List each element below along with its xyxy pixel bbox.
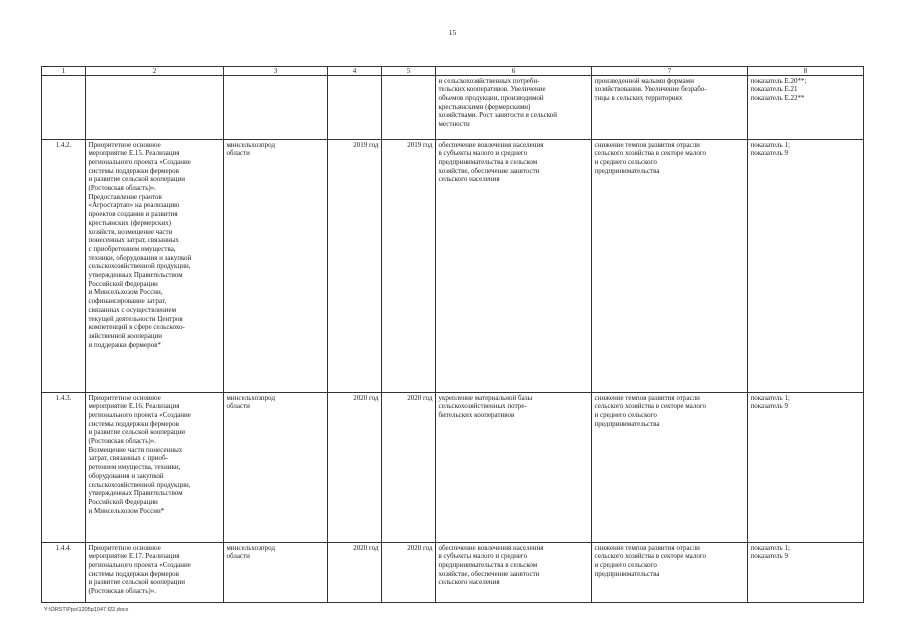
expected-result [436,76,592,140]
expected-result-line: объемов продукции, производимой [438,93,544,102]
table-row [42,76,864,140]
executor-line: минсельхозпрод [226,543,276,552]
non-implementation-consequences-line: предпринимательства [594,419,660,428]
measure-title-line: системы поддержки фермеров [88,166,179,175]
measure-title-line: мероприятие Е.17. Реализация [88,552,180,561]
expected-result-line: в субъекты малого и среднего [438,552,528,561]
column-number: 6 [436,67,592,76]
column-number: 2 [86,67,224,76]
column-number-row [42,67,864,76]
related-indicators-line: показатель 1; [750,393,790,402]
measure-title-line: системы поддержки фермеров [88,569,179,578]
expected-result [436,543,592,603]
end-year: 2020 год [382,393,436,543]
related-indicators-line: показатель 9 [750,552,788,561]
measure-title-line: мероприятие Е.15. Реализация [88,149,180,158]
expected-result-line: хозяйствами. Рост занятости в сельской [438,111,558,120]
expected-result-line: обеспечение вовлечения населения [438,140,544,149]
start-year: 2020 год [328,393,382,543]
measure-title-line: с приобретением имущества, [88,244,176,253]
column-number: 1 [42,67,86,76]
measure-title-line: (Ростовская область)». [88,184,156,193]
table-row [42,393,864,543]
expected-result-line: предпринимательства в сельском [438,157,538,166]
measure-title-line: регионального проекта «Создание [88,560,191,569]
related-indicators-line: показатель 1; [750,543,790,552]
non-implementation-consequences-line: снижение темпов развития отрасли [594,140,700,149]
expected-result-line: местности [438,120,470,129]
executor [224,140,328,393]
measure-title-line: (Ростовская область)». [88,587,156,596]
measure-title-line: и Минсельхозом России* [88,506,165,515]
measure-title [86,393,224,543]
measure-title-line: и поддержки фермеров* [88,340,161,349]
related-indicators [748,393,864,543]
column-number: 3 [224,67,328,76]
end-year: 2020 год [382,543,436,603]
executor-line: области [226,402,250,411]
expected-result-line: предпринимательства в сельском [438,560,538,569]
executor [224,76,328,140]
expected-result-line: тельских кооперативов. Увеличение [438,85,546,94]
measure-title-line: связанных с осуществлением [88,305,177,314]
executor [224,393,328,543]
measure-title-line: «Агростартап» на реализацию [88,201,180,210]
measure-title-line: Российской Федерации [88,497,158,506]
item-number: 1.4.4. [42,543,86,603]
measure-title-line: системы поддержки фермеров [88,419,179,428]
expected-result-line: бительских кооперативов [438,410,515,419]
expected-result-line: хозяйстве, обеспечение занятости [438,166,540,175]
non-implementation-consequences-line: сельского хозяйства в секторе малого [594,149,707,158]
measure-title-line: Приоритетное основное [88,393,161,402]
measure-title-line: понесенных затрат, связанных [88,236,179,245]
non-implementation-consequences-line: и среднего сельского [594,157,657,166]
expected-result-line: хозяйстве, обеспечение занятости [438,569,540,578]
end-year: 2019 год [382,140,436,393]
measure-title-line: Предоставление грантов [88,192,162,201]
non-implementation-consequences [592,393,748,543]
measure-title-line: Приоритетное основное [88,140,161,149]
item-number: 1.4.2. [42,140,86,393]
related-indicators-line: показатель Е.22** [750,93,805,102]
expected-result-line: укрепление материальной базы [438,393,533,402]
measure-title-line: регионального проекта «Создание [88,157,191,166]
table-row [42,543,864,603]
column-number: 8 [748,67,864,76]
measure-title-line: ретением имущества, техники, [88,463,181,472]
non-implementation-consequences-line: и среднего сельского [594,410,657,419]
measure-title-line: сельскохозяйственной продукции, [88,262,191,271]
measure-title-line: Российской Федерации [88,279,158,288]
expected-result-line: в субъекты малого и среднего [438,149,528,158]
executor-line: области [226,552,250,561]
measure-title-line: проектов создания и развития [88,210,178,219]
non-implementation-consequences-line: предпринимательства [594,166,660,175]
non-implementation-consequences-line: снижение темпов развития отрасли [594,543,700,552]
expected-result-line: сельского населения [438,578,500,587]
start-year [328,76,382,140]
measure-title-line: сельскохозяйственной продукции, [88,480,191,489]
page-number: 15 [448,28,457,37]
measure-title-line: и развитие сельской кооперации [88,578,185,587]
executor-line: минсельхозпрод [226,140,276,149]
measure-title [86,76,224,140]
start-year: 2020 год [328,543,382,603]
expected-result-line: крестьянскими (фермерскими) [438,102,531,111]
non-implementation-consequences-line: снижение темпов развития отрасли [594,393,700,402]
measures-table [41,66,864,603]
measure-title-line: компетенций в сфере сельскохо- [88,323,185,332]
measure-title-line: мероприятие Е.16. Реализация [88,402,180,411]
measure-title-line: крестьянских (фермерских) [88,218,171,227]
measure-title-line: Возмещение части понесенных [88,445,183,454]
executor-line: минсельхозпрод [226,393,276,402]
non-implementation-consequences-line: предпринимательства [594,569,660,578]
expected-result [436,140,592,393]
non-implementation-consequences [592,543,748,603]
expected-result [436,393,592,543]
related-indicators-line: показатель 9 [750,402,788,411]
measure-title-line: софинансирование затрат, [88,297,167,306]
expected-result-line: обеспечение вовлечения населения [438,543,544,552]
measure-title-line: и Минсельхозом России, [88,288,163,297]
non-implementation-consequences-line: и среднего сельского [594,560,657,569]
non-implementation-consequences-line: тицы в сельских территориях [594,93,683,102]
column-number: 7 [592,67,748,76]
item-number [42,76,86,140]
expected-result-line: сельскохозяйственных потре- [438,402,527,411]
measure-title [86,543,224,603]
file-path-footer: Y:\ORST\Ppo\1205p1047.f22.docx [44,607,129,613]
non-implementation-consequences-line: произведенной малыми формами [594,76,694,85]
related-indicators-line: показатель 1; [750,140,790,149]
measure-title-line: утвержденных Правительством [88,271,183,280]
column-number: 4 [328,67,382,76]
measure-title-line: (Ростовская область)». [88,437,156,446]
measure-title-line: утвержденных Правительством [88,489,183,498]
measure-title-line: техники, оборудования и закупкой [88,253,192,262]
related-indicators-line: показатель Е.20**; [750,76,807,85]
executor-line: области [226,149,250,158]
column-number: 5 [382,67,436,76]
measure-title-line: Приоритетное основное [88,543,161,552]
measure-title-line: текущей деятельности Центров [88,314,183,323]
related-indicators [748,140,864,393]
measure-title-line: зяйственной кооперации [88,331,162,340]
executor [224,543,328,603]
non-implementation-consequences-line: сельского хозяйства в секторе малого [594,552,707,561]
table-row [42,140,864,393]
related-indicators [748,76,864,140]
non-implementation-consequences-line: хозяйствования. Увеличение безрабо- [594,85,707,94]
related-indicators-line: показатель 9 [750,149,788,158]
end-year [382,76,436,140]
measure-title-line: регионального проекта «Создание [88,410,191,419]
start-year: 2019 год [328,140,382,393]
expected-result-line: и сельскохозяйственных потреби- [438,76,540,85]
measure-title [86,140,224,393]
related-indicators [748,543,864,603]
measure-title-line: затрат, связанных с приоб- [88,454,168,463]
measure-title-line: хозяйств, возмещение части [88,227,173,236]
related-indicators-line: показатель Е.21 [750,85,798,94]
measure-title-line: и развитие сельской кооперации [88,175,185,184]
measure-title-line: оборудования и закупкой [88,471,164,480]
item-number: 1.4.3. [42,393,86,543]
non-implementation-consequences [592,140,748,393]
non-implementation-consequences [592,76,748,140]
measure-title-line: и развитие сельской кооперации [88,428,185,437]
expected-result-line: сельского населения [438,175,500,184]
non-implementation-consequences-line: сельского хозяйства в секторе малого [594,402,707,411]
